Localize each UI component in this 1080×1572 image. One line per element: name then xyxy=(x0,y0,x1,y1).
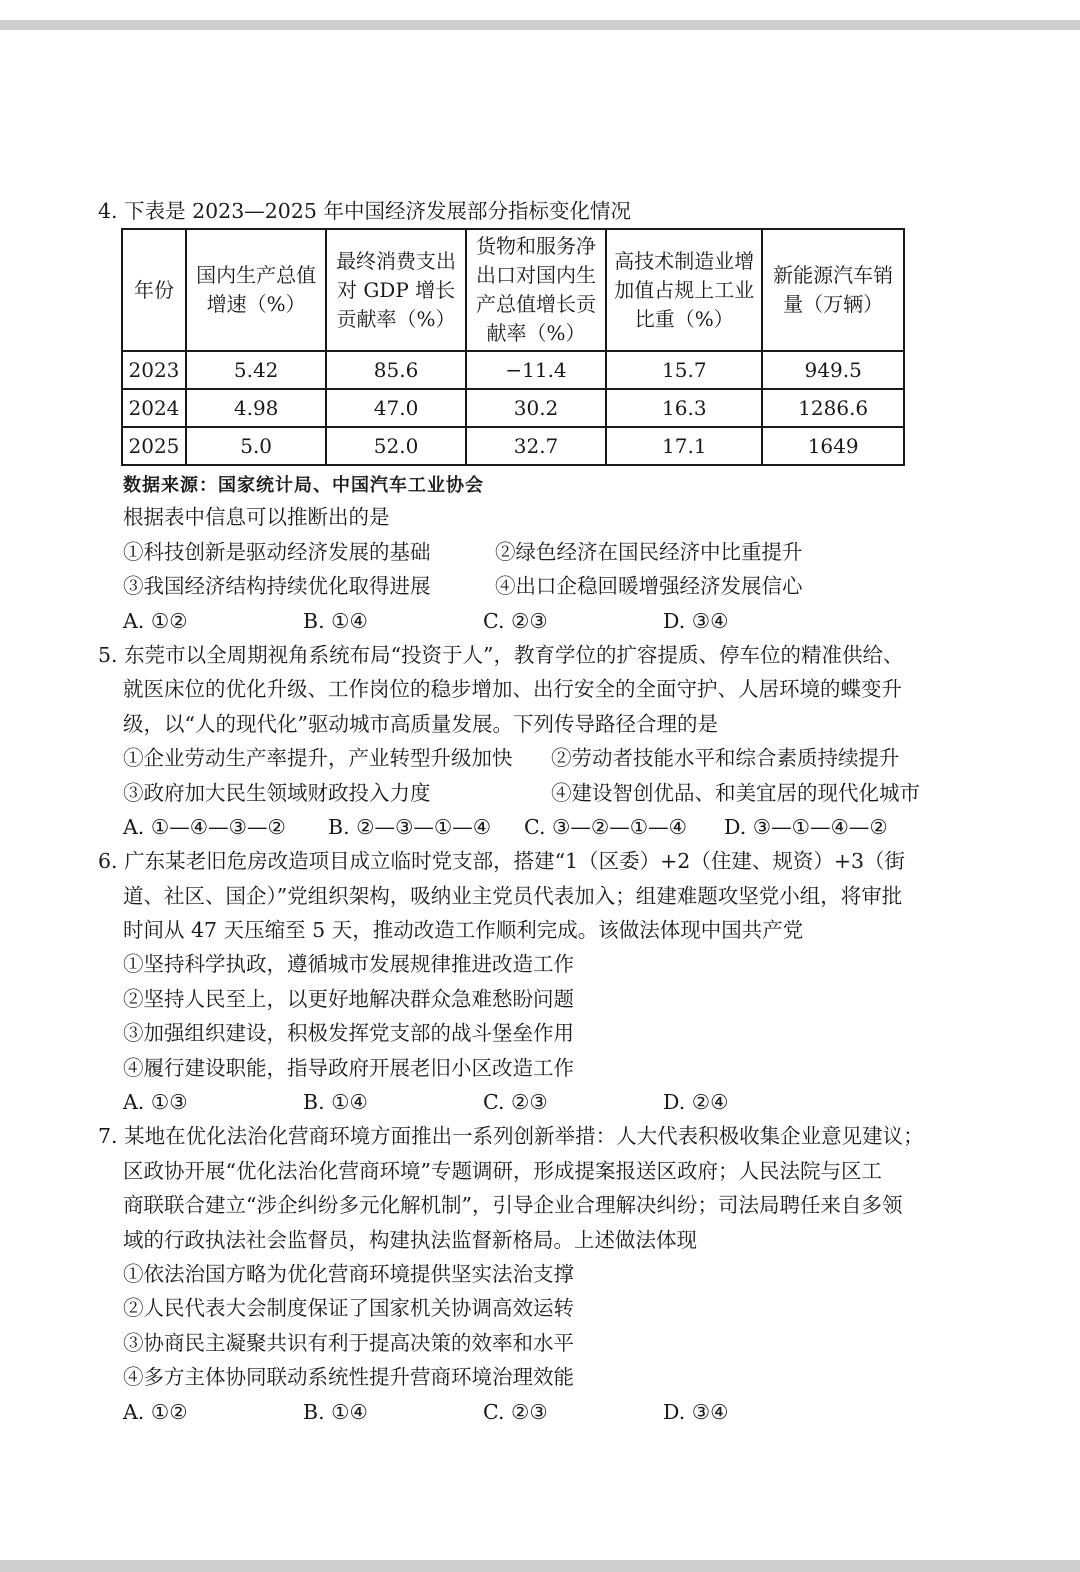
scan-bottom-edge xyxy=(0,1560,1080,1572)
table-cell: 32.7 xyxy=(466,427,606,465)
table-cell: 2023 xyxy=(122,351,186,389)
q7-stem-line: 7. 某地在优化法治化营商环境方面推出一系列创新举措：人大代表积极收集企业意见建议； xyxy=(98,1124,924,1149)
table-cell: −11.4 xyxy=(466,351,606,389)
table-cell: 30.2 xyxy=(466,389,606,427)
statement: ①依法治国方略为优化营商环境提供坚实法治支撑 xyxy=(123,1261,574,1286)
choice-b: B. ①④ xyxy=(303,608,368,633)
data-source-note: 数据来源：国家统计局、中国汽车工业协会 xyxy=(123,475,484,497)
table-row xyxy=(122,389,904,427)
q5-choices xyxy=(98,810,928,844)
q5-stem-line: 就医床位的优化升级、工作岗位的稳步增加、出行安全的全面守护、人居环境的蝶变升 xyxy=(123,677,902,702)
statement: ③政府加大民生领域财政投入力度 xyxy=(123,780,431,805)
q6-stem-line: 时间从 47 天压缩至 5 天，推动改造工作顺利完成。该做法体现中国共产党 xyxy=(123,918,804,943)
q6-stem-line: 道、社区、国企）”党组织架构，吸纳业主党员代表加入；组建难题攻坚党小组，将审批 xyxy=(123,883,903,908)
table-cell: 17.1 xyxy=(606,427,762,465)
statement: ③我国经济结构持续优化取得进展 xyxy=(123,574,431,599)
table-cell: 1649 xyxy=(762,427,904,465)
table-cell: 2024 xyxy=(122,389,186,427)
table-cell: 5.42 xyxy=(186,351,326,389)
table-row xyxy=(122,427,904,465)
table-cell: 15.7 xyxy=(606,351,762,389)
choice-d: D. ③—①—④—② xyxy=(724,814,888,839)
choice-c: C. ③—②—①—④ xyxy=(524,814,687,839)
table-cell: 949.5 xyxy=(762,351,904,389)
statement: ①科技创新是驱动经济发展的基础 xyxy=(123,539,431,564)
statement: ④出口企稳回暖增强经济发展信心 xyxy=(495,574,803,599)
choice-b: B. ①④ xyxy=(303,1090,368,1115)
header-nev-sales: 新能源汽车销 量（万辆） xyxy=(762,229,904,351)
q4-prompt: 根据表中信息可以推断出的是 xyxy=(123,505,390,530)
q4-statements-row-2 xyxy=(98,569,928,603)
header-year: 年份 xyxy=(122,229,186,351)
statement: ②坚持人民至上，以更好地解决群众急难愁盼问题 xyxy=(123,986,574,1011)
q5-stem-line: 5. 东莞市以全周期视角系统布局“投资于人”，教育学位的扩容提质、停车位的精准供给、 xyxy=(98,642,904,667)
statement: ④履行建设职能，指导政府开展老旧小区改造工作 xyxy=(123,1055,574,1080)
choice-a: A. ①② xyxy=(123,1399,188,1424)
scan-top-edge xyxy=(0,0,1080,30)
statement: ②绿色经济在国民经济中比重提升 xyxy=(495,539,803,564)
header-consumption-contribution: 最终消费支出 对 GDP 增长 贡献率（%） xyxy=(326,229,465,351)
choice-b: B. ②—③—①—④ xyxy=(328,814,492,839)
statement: ①坚持科学执政，遵循城市发展规律推进改造工作 xyxy=(123,952,574,977)
choice-c: C. ②③ xyxy=(483,608,548,633)
q4-stem: 4. 下表是 2023—2025 年中国经济发展部分指标变化情况 xyxy=(98,199,631,223)
statement: ③加强组织建设，积极发挥党支部的战斗堡垒作用 xyxy=(123,1021,574,1046)
choice-d: D. ③④ xyxy=(663,1399,729,1424)
choice-a: A. ①—④—③—② xyxy=(123,814,286,839)
table-cell: 4.98 xyxy=(186,389,326,427)
q5-stem-line: 级，以“人的现代化”驱动城市高质量发展。下列传导路径合理的是 xyxy=(123,711,718,736)
table-cell: 5.0 xyxy=(186,427,326,465)
exam-page xyxy=(98,194,928,1429)
q5-statements-row-1 xyxy=(98,741,928,775)
header-hightech-share: 高技术制造业增 加值占规上工业 比重（%） xyxy=(606,229,762,351)
choice-d: D. ②④ xyxy=(663,1090,729,1115)
header-net-export-contribution: 货物和服务净 出口对国内生 产总值增长贡 献率（%） xyxy=(466,229,606,351)
q6-choices xyxy=(98,1085,928,1119)
statement: ①企业劳动生产率提升，产业转型升级加快 xyxy=(123,746,513,771)
table-cell: 52.0 xyxy=(326,427,465,465)
choice-a: A. ①② xyxy=(123,608,188,633)
table-cell: 47.0 xyxy=(326,389,465,427)
choice-a: A. ①③ xyxy=(123,1090,188,1115)
table-cell: 1286.6 xyxy=(762,389,904,427)
table-header-row xyxy=(122,229,904,351)
statement: ④建设智创优品、和美宜居的现代化城市 xyxy=(551,780,920,805)
choice-b: B. ①④ xyxy=(303,1399,368,1424)
choice-c: C. ②③ xyxy=(483,1090,548,1115)
statement: ④多方主体协同联动系统性提升营商环境治理效能 xyxy=(123,1365,574,1390)
table-cell: 16.3 xyxy=(606,389,762,427)
statement: ③协商民主凝聚共识有利于提高决策的效率和水平 xyxy=(123,1330,574,1355)
table-cell: 85.6 xyxy=(326,351,465,389)
table-row xyxy=(122,351,904,389)
q7-stem-line: 商联联合建立“涉企纠纷多元化解机制”，引导企业合理解决纠纷；司法局聘任来自多领 xyxy=(123,1193,903,1218)
choice-c: C. ②③ xyxy=(483,1399,548,1424)
q7-choices xyxy=(98,1395,928,1429)
choice-d: D. ③④ xyxy=(663,608,729,633)
q4-choices xyxy=(98,604,928,638)
statement: ②劳动者技能水平和综合素质持续提升 xyxy=(551,746,900,771)
statement: ②人民代表大会制度保证了国家机关协调高效运转 xyxy=(123,1296,574,1321)
q7-stem-line: 区政协开展“优化法治化营商环境”专题调研，形成提案报送区政府；人民法院与区工 xyxy=(123,1158,882,1183)
header-gdp-growth: 国内生产总值 增速（%） xyxy=(186,229,326,351)
table-cell: 2025 xyxy=(122,427,186,465)
indicator-table xyxy=(121,228,905,466)
q4-statements-row-1 xyxy=(98,535,928,569)
q6-stem-line: 6. 广东某老旧危房改造项目成立临时党支部，搭建“1（区委）+2（住建、规资）+3（街 xyxy=(98,849,906,874)
q5-statements-row-2 xyxy=(98,776,928,810)
q7-stem-line: 域的行政执法社会监督员，构建执法监督新格局。上述做法体现 xyxy=(123,1227,697,1252)
